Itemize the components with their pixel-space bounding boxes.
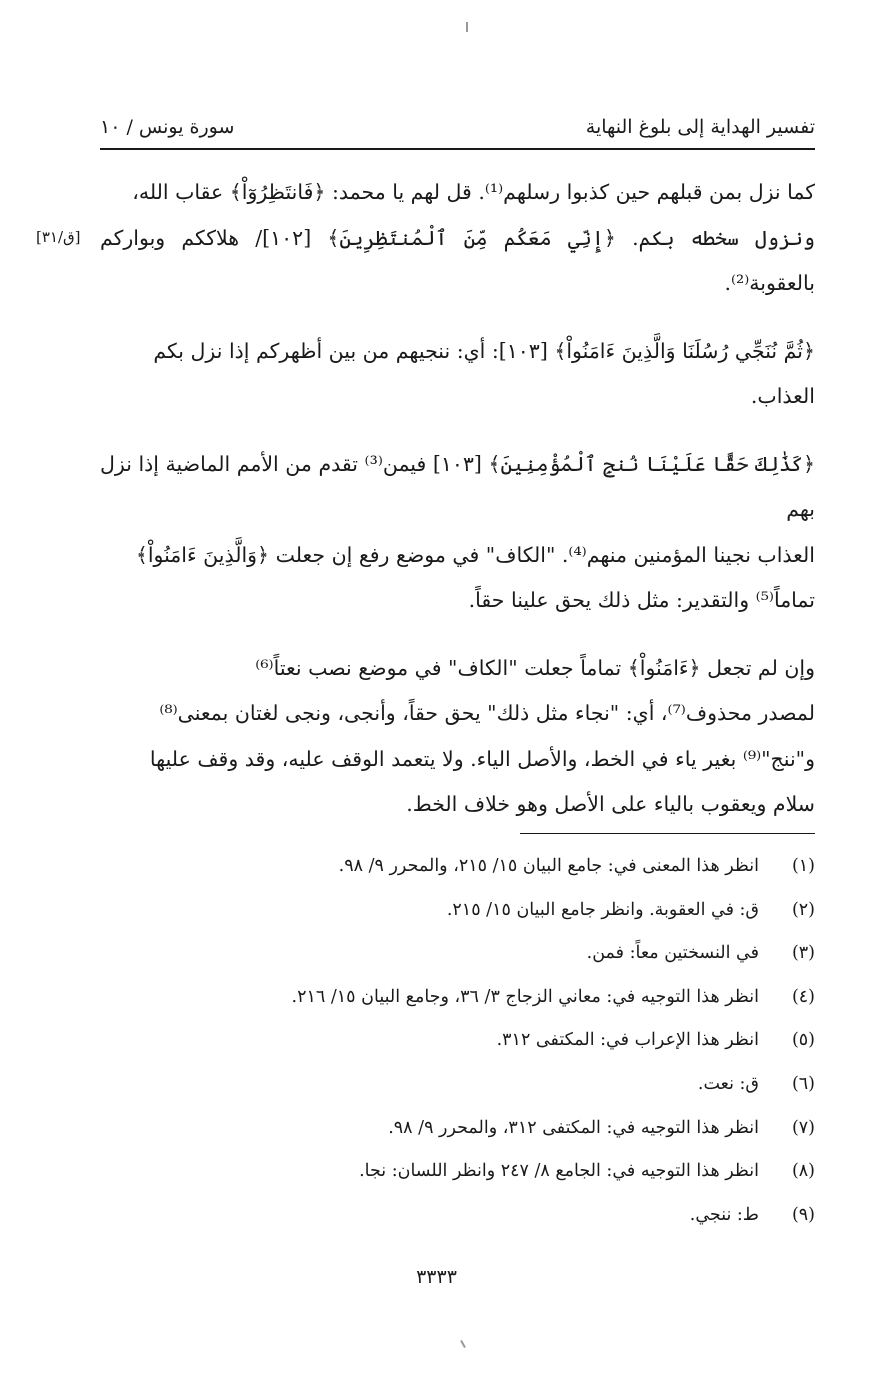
paragraph-2 <box>100 329 815 420</box>
text-line: لمصدر محذوف⁽⁷⁾، أي: "نجاء مثل ذلك" يحق حقاً، وأنجى، ونجى لغتان بمعنى⁽⁸⁾ <box>159 701 815 725</box>
header-divider <box>100 148 815 150</box>
footnote-item <box>100 1030 815 1074</box>
footnote-number: (٨) <box>791 1161 815 1182</box>
footnote-item <box>100 1074 815 1118</box>
footnote-text: ق: نعت. <box>697 1073 759 1094</box>
footnote-number: (٣) <box>791 943 815 964</box>
footnote-item <box>100 856 815 900</box>
manuscript-folio-note: [ق/٣١] <box>36 228 81 246</box>
main-text <box>100 170 815 828</box>
text-line: سلام ويعقوب بالياء على الأصل وهو خلاف الخط. <box>406 792 815 816</box>
footnote-number: (٦) <box>791 1073 815 1094</box>
footnote-text: ق: في العقوبة. وانظر جامع البيان ١٥/ ٢١٥. <box>446 899 759 920</box>
text-line: تماماً⁽⁵⁾ والتقدير: مثل ذلك يحق علينا حقاً. <box>468 588 815 612</box>
paragraph-1 <box>100 170 815 307</box>
text-line: كما نزل بمن قبلهم حين كذبوا رسلهم⁽¹⁾. قل لهم يا محمد: ﴿فَانتَظِرُوٓاْ﴾ عقاب الله، <box>132 180 815 204</box>
footnote-number: (٢) <box>791 899 815 920</box>
footnote-item <box>100 1205 815 1249</box>
footnote-text: انظر هذا التوجيه في: معاني الزجاج ٣/ ٣٦، وجامع البيان ١٥/ ٢١٦. <box>291 986 759 1007</box>
text-line: ﴿كَذَٰلِكَ حَقًّا عَلَيْنَا نُنجِ ٱلْمُؤْمِنِينَ﴾ [١٠٣] فيمن⁽³⁾ تقدم من الأمم الماضية إذا نزل بهم <box>100 451 816 521</box>
footnote-number: (١) <box>791 856 815 876</box>
text-line: ﴿ثُمَّ نُنَجِّي رُسُلَنَا وَالَّذِينَ ءَامَنُواْ﴾ [١٠٣]: أي: ننجيهم من بين أظهركم إذا نزل بكم <box>153 338 815 363</box>
footnote-divider <box>520 833 815 834</box>
footnote-number: (٩) <box>791 1204 815 1225</box>
paragraph-3 <box>100 442 815 624</box>
footnote-text: انظر هذا المعنى في: جامع البيان ١٥/ ٢١٥، والمحرر ٩/ ٩٨. <box>338 856 759 876</box>
text-line: و"ننج"⁽⁹⁾ بغير ياء في الخط، والأصل الياء. ولا يتعمد الوقف عليه، وقد وقف عليها <box>149 746 815 771</box>
footnote-number: (٧) <box>791 1117 815 1138</box>
text-line: العذاب نجينا المؤمنين منهم⁽⁴⁾. "الكاف" في موضع رفع إن جعلت ﴿وَالَّذِينَ ءَامَنُواْ﴾ <box>135 542 815 567</box>
footnote-item <box>100 1118 815 1162</box>
footnote-text: في النسختين معاً: فمن. <box>586 943 759 964</box>
page-number: ٣٣٣٣ <box>416 1266 457 1288</box>
text-line: ونزول سخطه بكم. ﴿إِنِّي مَعَكُم مِّنَ ٱلْمُنتَظِرِينَ﴾ [١٠٢]/ هلاككم وبواركم بالعقوبة⁽²⁾. <box>100 225 815 295</box>
text-line: وإن لم تجعل ﴿ءَامَنُواْ﴾ تماماً جعلت "الكاف" في موضع نصب نعتاً⁽⁶⁾ <box>255 655 815 680</box>
paragraph-4 <box>100 646 815 828</box>
footnote-text: انظر هذا التوجيه في: الجامع ٨/ ٢٤٧ وانظر اللسان: نجا. <box>359 1161 759 1182</box>
footnote-text: انظر هذا الإعراب في: المكتفى ٣١٢. <box>496 1030 759 1051</box>
footnote-text: انظر هذا التوجيه في: المكتفى ٣١٢، والمحرر ٩/ ٩٨. <box>388 1117 759 1138</box>
book-title: تفسير الهداية إلى بلوغ النهاية <box>585 116 815 138</box>
footnote-text: ط: ننجي. <box>689 1204 759 1225</box>
footnote-item <box>100 943 815 987</box>
footnote-item <box>100 900 815 944</box>
footnote-number: (٤) <box>791 986 815 1007</box>
footnote-number: (٥) <box>791 1030 815 1051</box>
footnote-item <box>100 987 815 1031</box>
scan-mark <box>466 22 468 32</box>
footnote-item <box>100 1161 815 1205</box>
text-line: العذاب. <box>750 384 815 408</box>
footnotes <box>100 856 815 1248</box>
scan-mark <box>460 1340 466 1348</box>
running-header <box>100 112 815 142</box>
surah-label: سورة يونس / ١٠ <box>100 116 235 138</box>
